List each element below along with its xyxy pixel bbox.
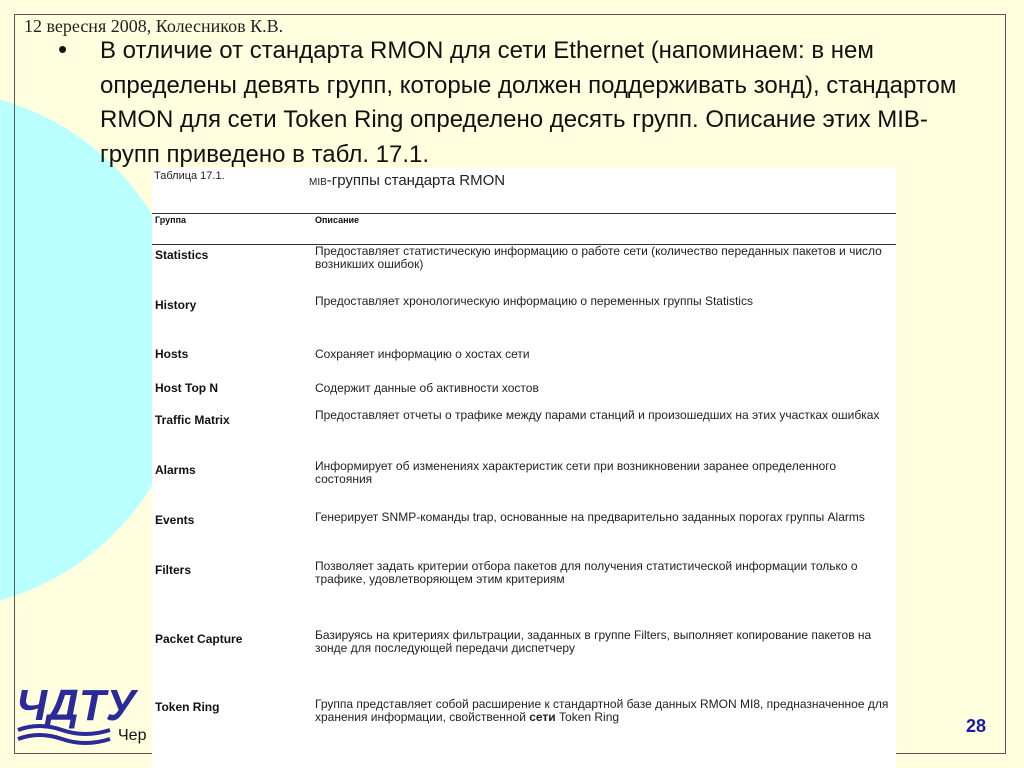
row-name-hosts: Hosts (155, 347, 189, 361)
logo-wave-2 (18, 735, 110, 743)
row-name-filters: Filters (155, 563, 192, 577)
row-desc-statistics: Предоставляет статистическую информацию о работе сети (количество переданных пакетов и число возникших ошибок) (315, 244, 882, 271)
table-caption-number: Таблица 17.1. (154, 170, 225, 182)
token-ring-desc-end: Token Ring (555, 709, 620, 724)
row-desc-alarms: Информирует об изменениях характеристик сети при возникновении заранее определенного состояния (315, 459, 837, 486)
row-desc-filters: Позволяет задать критерии отбора пакетов для получения статистической информации только о трафике, удовлетворяющем этим критериям (315, 559, 858, 586)
row-desc-host-top-n: Содержит данные об активности хостов (315, 381, 539, 395)
row-name-statistics: Statistics (155, 248, 209, 262)
column-header-description: Описание (315, 215, 360, 225)
footer-text: Чер (118, 727, 147, 744)
caption-mib-prefix: MIB (309, 177, 327, 188)
row-desc-token-ring (315, 698, 890, 723)
table-top-rule (152, 213, 896, 214)
column-header-group: Группа (155, 215, 187, 225)
bullet-text: В отличие от стандарта RMON для сети Ethernet (напоминаем: в нем определены девять групп, которые должен поддерживать зонд), стандартом RMON для сети Token Ring определено десять групп. Описание этих MIB-групп приведено в табл. 17.1. (100, 37, 957, 168)
caption-title-rest: -группы стандарта RMON (326, 172, 506, 189)
row-desc-events: Генерирует SNMP-команды trap, основанные на предварительно заданных порогах группы Alarms (315, 510, 865, 524)
row-name-traffic-matrix: Traffic Matrix (155, 413, 230, 427)
page-number: 28 (966, 716, 987, 736)
slide-date: 12 вересня 2008, Колесников К.В. (24, 16, 284, 36)
row-name-events: Events (155, 513, 195, 527)
row-desc-traffic-matrix: Предоставляет отчеты о трафике между парами станций и произошедших на этих участках ошибках (315, 408, 880, 422)
token-ring-desc-start: Группа представляет собой расширение к стандартной базе данных RMON MI8, предназначенное для хранения информации, свойственной (315, 697, 889, 724)
row-name-history: History (155, 298, 197, 312)
row-name-token-ring: Token Ring (155, 700, 220, 714)
row-desc-hosts: Сохраняет информацию о хостах сети (315, 347, 530, 361)
row-desc-packet-capture: Базируясь на критериях фильтрации, заданных в группе Filters, выполняет копирование пакетов на зонде для последующей передачи диспетчеру (315, 628, 872, 655)
row-name-packet-capture: Packet Capture (155, 632, 243, 646)
row-name-alarms: Alarms (155, 463, 196, 477)
token-ring-desc-bold: сети (529, 709, 556, 724)
bullet-marker: • (58, 34, 68, 64)
mib-groups-table (152, 168, 896, 768)
logo-text: ЧДТУ (16, 681, 136, 730)
row-name-host-top-n: Host Top N (155, 381, 219, 395)
table-caption-title (309, 172, 505, 189)
row-desc-history: Предоставляет хронологическую информацию о переменных группы Statistics (315, 294, 753, 308)
